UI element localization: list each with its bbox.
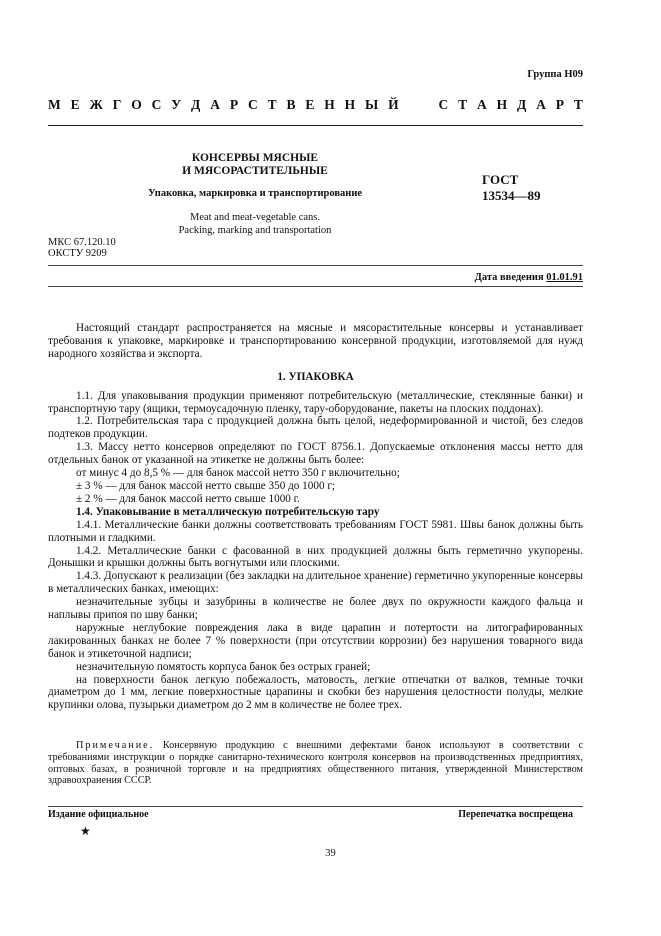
banner-letter: У (171, 97, 182, 112)
star-icon: ★ (80, 824, 91, 838)
banner-letter: Р (555, 97, 565, 112)
banner-letter: Т (573, 97, 583, 112)
banner-letter: Н (496, 97, 508, 112)
defect-item: незначительные зубцы и зазубрины в количестве не более двух по окружности каждого фальца и наплывы припоя по шву банки; (48, 596, 583, 622)
group-code: Группа Н09 (527, 69, 583, 80)
defect-item: на поверхности банок легкую побежалость, матовость, легкие отпечатки от валков, темные точки диаметром до 1 мм, легкие поверхностные царапины и скобки без нарушения целостности полуды, мелкие крупинки олова, пузырьки диаметром до 2 мм в количестве не более трех. (48, 673, 583, 712)
banner-letter: Й (388, 97, 399, 112)
banner-letter: Р (229, 97, 239, 112)
intro-paragraph: Настоящий стандарт распространяется на мясные и мясорастительные консервы и устанавливает требования к упаковке, маркировке и транспортированию консервной продукции, изготовляемой для нужд народного хозяйства и экспорта. (48, 322, 583, 360)
mks-code: МКС 67.120.10 (48, 237, 116, 248)
note-text: Консервную продукцию с внешними дефектами банок используют в соответствии с требованиями инструкции о порядке санитарно-технического контроля консервов на производственных предприятиях, оптовых базах, в розничной торговле и на предприятиях общественного питания, утвержденной Министерством здравоохранения СССР. (48, 740, 583, 787)
standard-banner (48, 97, 583, 113)
banner-letter: Ж (89, 97, 103, 112)
tolerance-item: от минус 4 до 8,5 % — для банок массой нетто 350 г включительно; (76, 467, 400, 480)
english-title-line-2: Packing, marking and transportation (178, 225, 332, 236)
gost-number: 13534—89 (482, 188, 541, 203)
banner-letter: Н (324, 97, 335, 112)
banner-letter: Е (70, 97, 80, 112)
document-subtitle: Упаковка, маркировка и транспортирование (147, 188, 363, 199)
paragraph-1-4-1: 1.4.1. Металлические банки должны соответствовать требованиям ГОСТ 5981. Швы банок должны быть плотными и гладкими. (48, 518, 583, 544)
banner-letter: Е (305, 97, 315, 112)
paragraph-1-2: 1.2. Потребительская тара с продукцией должна быть целой, недеформированной и чистой, без следов подтеков продукции. (48, 415, 583, 441)
divider (48, 125, 583, 126)
document-title (120, 152, 390, 178)
banner-letter: Ы (365, 97, 379, 112)
paragraph-1-4-2: 1.4.2. Металлические банки с фасованной в них продукцией должны быть герметично укупорены. Донышки и крышки должны быть вогнутыми или плоскими. (48, 544, 583, 570)
banner-letter: А (476, 97, 487, 112)
tolerance-item: ± 2 % — для банок массой нетто свыше 1000 г. (76, 492, 300, 505)
english-title-line-1: Meat and meat-vegetable cans. (189, 212, 321, 223)
effective-date-label: Дата введения (474, 272, 547, 283)
paragraph-1-4-3: 1.4.3. Допускают к реализации (без закладки на длительное хранение) герметично укупоренные консервы в металлических банках, имеющих: (48, 570, 583, 596)
banner-letter: Н (344, 97, 356, 112)
divider (48, 286, 583, 287)
footer-divider (48, 806, 583, 807)
banner-letter: Т (267, 97, 277, 112)
banner-letter: В (286, 97, 296, 112)
defect-item: незначительную помятость корпуса банок без острых граней; (76, 660, 371, 673)
paragraph-1-3: 1.3. Массу нетто консервов определяют по ГОСТ 8756.1. Допускаемые отклонения массы нетто для отдельных банок от указанной на этикетке не должны быть более: (48, 441, 583, 467)
banner-letter: Т (458, 97, 468, 112)
page-number: 39 (325, 848, 336, 859)
banner-letter: О (131, 97, 142, 112)
note-label: Примечание. (76, 740, 155, 751)
english-title (120, 211, 390, 237)
tolerance-item: ± 3 % — для банок массой нетто свыше 350 до 1000 г; (76, 479, 336, 492)
banner-letter: Г (112, 97, 122, 112)
paragraph-1-1: 1.1. Для упаковывания продукции применяют потребительскую (металлические, стеклянные банки) и транспортную тару (ящики, термоусадочную пленку, тару-оборудование, пакеты на плоских поддонах). (48, 389, 583, 415)
reprint-prohibited-label: Перепечатка воспрещена (458, 809, 573, 820)
document-body (48, 322, 583, 712)
banner-letter: М (48, 97, 61, 112)
note-block (48, 740, 583, 787)
banner-letter: Д (191, 97, 201, 112)
gost-label: ГОСТ (482, 172, 519, 187)
okstu-code: ОКСТУ 9209 (48, 248, 107, 259)
title-line-2: И МЯСОРАСТИТЕЛЬНЫЕ (182, 165, 328, 177)
banner-letter: А (536, 97, 546, 112)
title-line-1: КОНСЕРВЫ МЯСНЫЕ (191, 152, 319, 164)
banner-letter: А (210, 97, 220, 112)
paragraph-1-4-heading: 1.4. Упаковывание в металлическую потребительскую тару (76, 505, 380, 518)
classification-codes (48, 237, 116, 259)
divider (48, 265, 583, 266)
banner-letter: С (151, 97, 162, 112)
banner-word-gap (409, 97, 429, 113)
section-heading: 1. УПАКОВКА (277, 370, 354, 383)
effective-date-value: 01.01.91 (546, 272, 583, 283)
gost-number-block (482, 172, 541, 204)
official-edition-label: Издание официальное (48, 809, 149, 820)
banner-letter: С (247, 97, 258, 112)
banner-letter: Д (516, 97, 527, 112)
banner-letter: С (438, 97, 449, 112)
effective-date (475, 272, 583, 283)
defect-item: наружные неглубокие повреждения лака в виде царапин и потертости на литографированных лакированных банках не более 7 % поверхности (при отсутствии коррозии) без нарушения товарного вида банок и этикеточной надписи; (48, 621, 583, 660)
